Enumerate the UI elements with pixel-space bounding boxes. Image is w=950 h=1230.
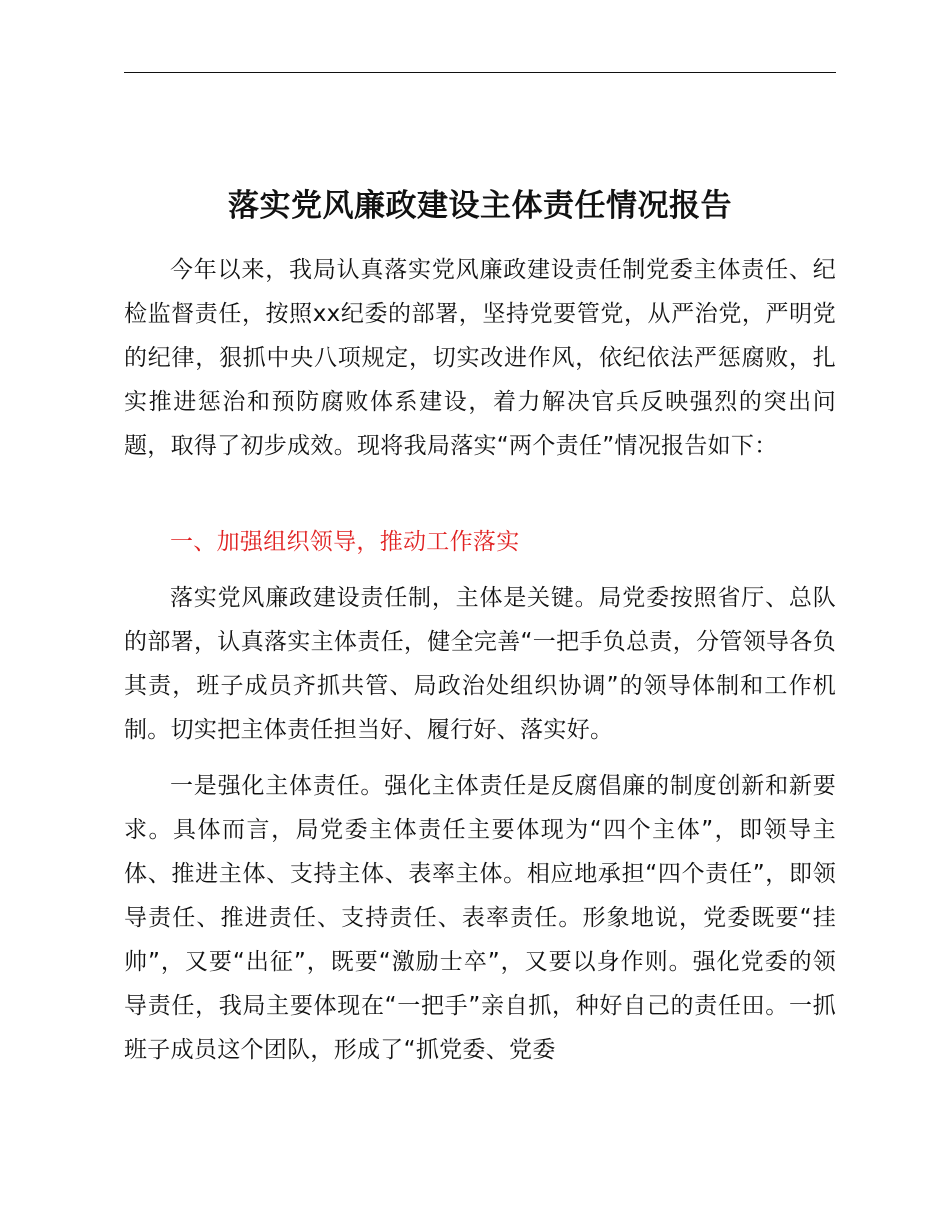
document-title: 落实党风廉政建设主体责任情况报告 [228, 188, 732, 224]
paragraph-point-1: 一是强化主体责任。强化主体责任是反腐倡廉的制度创新和新要求。具体而言，局党委主体责任主要体现为“四个主体”，即领导主体、推进主体、支持主体、表率主体。相应地承担“四个责任”，即领导责任、推进责任、支持责任、表率责任。形象地说，党委既要“挂帅”，又要“出征”，既要“激励士卒”，又要以身作则。强化党委的领导责任，我局主要体现在“一把手”亲自抓，种好自己的责任田。一抓班子成员这个团队，形成了“抓党委、党委 [124, 773, 836, 1063]
header-rule [124, 72, 836, 73]
paragraph-intro: 今年以来，我局认真落实党风廉政建设责任制党委主体责任、纪检监督责任，按照xx纪委的部署，坚持党要管党，从严治党，严明党的纪律，狠抓中央八项规定，切实改进作风，依纪依法严惩腐败，扎实推进惩治和预防腐败体系建设，着力解决官兵反映强烈的突出问题，取得了初步成效。现将我局落实“两个责任”情况报告如下： [124, 257, 836, 459]
paragraph-section-1: 落实党风廉政建设责任制，主体是关键。局党委按照省厅、总队的部署，认真落实主体责任，健全完善“一把手负总责，分管领导各负其责，班子成员齐抓共管、局政治处组织协调”的领导体制和工作机制。切实把主体责任担当好、履行好、落实好。 [124, 585, 836, 743]
section-heading-1: 一、加强组织领导，推动工作落实 [170, 529, 520, 555]
